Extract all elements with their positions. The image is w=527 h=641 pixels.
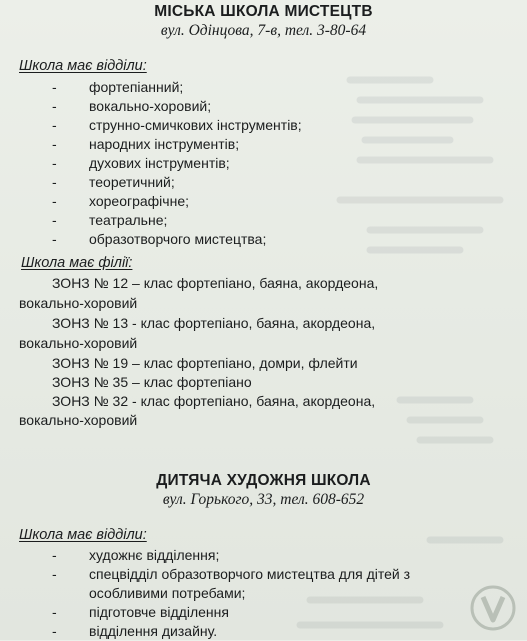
branch-line: вокально-хоровий: [19, 295, 138, 311]
list-item: - теоретичний;: [52, 174, 175, 190]
branch-line: вокально-хоровий: [19, 335, 138, 351]
list-item: - образотворчого мистецтва;: [52, 231, 267, 247]
list-item: - відділення дизайну.: [52, 623, 218, 639]
school-2-departments-list: [52, 546, 502, 641]
school-1-branches-label: Школа має філії:: [21, 255, 133, 271]
list-item: - народних інструментів;: [52, 136, 240, 152]
school-1-departments-label: Школа має відділи:: [19, 58, 147, 74]
branch-line: вокально-хоровий: [19, 412, 138, 428]
v-letter-logo-icon: [469, 584, 517, 632]
branch-line: ЗОНЗ № 13 - клас фортепіано, баяна, акордеона,: [52, 315, 376, 331]
school-2-departments-label: Школа має відділи:: [19, 527, 147, 543]
branch-line: ЗОНЗ № 32 - клас фортепіано, баяна, акордеона,: [52, 393, 376, 409]
list-item: - вокально-хоровий;: [52, 98, 212, 114]
branch-line: ЗОНЗ № 35 – клас фортепіано: [52, 374, 252, 390]
list-item: - театральне;: [52, 212, 168, 228]
school-2-address: вул. Горького, 33, тел. 608-652: [162, 491, 365, 508]
list-item: - духових інструментів;: [52, 155, 230, 171]
school-1-address: вул. Одінцова, 7-в, тел. 3-80-64: [160, 22, 367, 39]
list-item: - хореографічне;: [52, 193, 189, 209]
school-1-title: МІСЬКА ШКОЛА МИСТЕЦТВ: [154, 3, 373, 20]
list-item: - струнно-смичкових інструментів;: [52, 117, 302, 133]
list-item: - підготовче відділення: [52, 604, 229, 620]
list-item: - спецвідділ образотворчого мистецтва для дітей з особливими потребами;: [52, 566, 411, 601]
list-item: - художнє відділення;: [52, 547, 220, 563]
branch-line: ЗОНЗ № 19 – клас фортепіано, домри, флейти: [52, 355, 358, 371]
school-2-title: ДИТЯЧА ХУДОЖНЯ ШКОЛА: [156, 472, 371, 489]
branch-line: ЗОНЗ № 12 – клас фортепіано, баяна, акордеона,: [52, 275, 379, 291]
list-item: - фортепіанний;: [52, 79, 184, 95]
